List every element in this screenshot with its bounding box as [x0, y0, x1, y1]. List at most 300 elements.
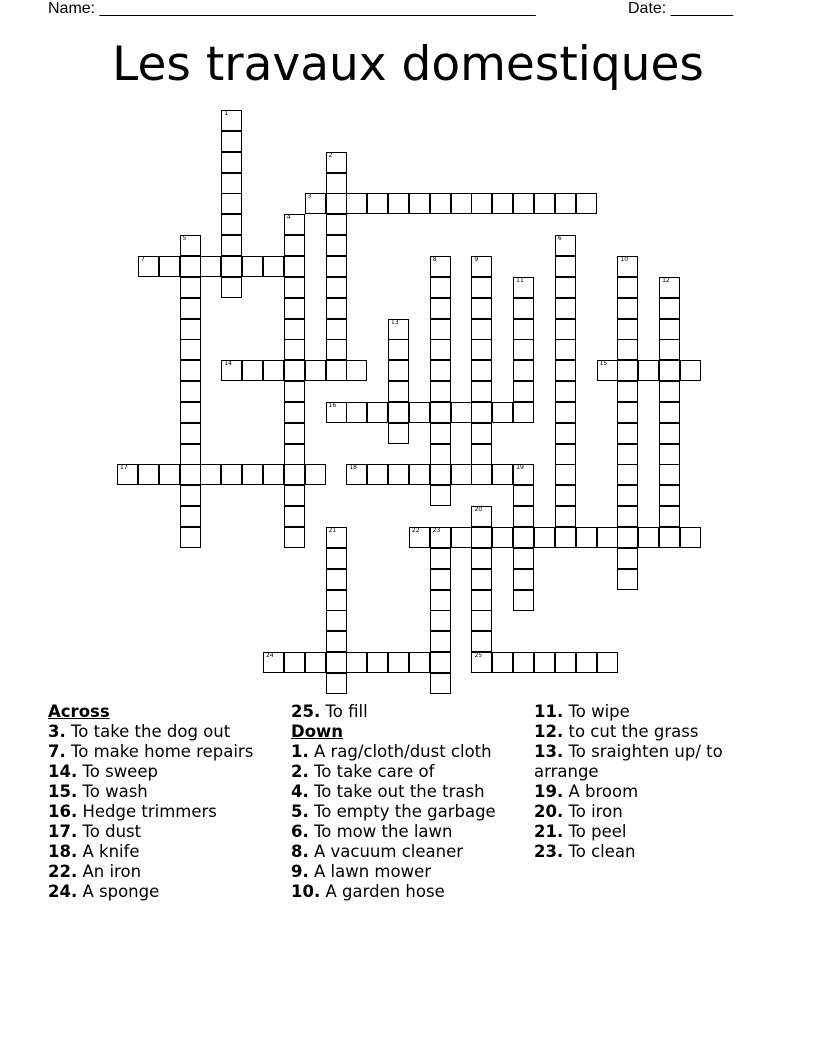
crossword-cell[interactable] [117, 464, 138, 485]
crossword-cell[interactable] [388, 652, 409, 673]
crossword-cell[interactable] [555, 423, 576, 444]
crossword-cell[interactable] [617, 548, 638, 569]
crossword-cell[interactable] [430, 464, 451, 485]
crossword-cell[interactable] [221, 193, 242, 214]
crossword-cell[interactable] [492, 193, 513, 214]
crossword-cell[interactable] [471, 506, 492, 527]
crossword-cell[interactable] [409, 464, 430, 485]
clue-number: 9 [474, 255, 479, 263]
crossword-cell[interactable] [284, 444, 305, 465]
clues-column-3 [534, 702, 774, 862]
crossword-cell[interactable] [284, 402, 305, 423]
crossword-cell[interactable] [180, 360, 201, 381]
clue-number-label: 15. [48, 782, 78, 801]
crossword-cell[interactable] [263, 652, 284, 673]
crossword-cell[interactable] [555, 381, 576, 402]
crossword-cell[interactable] [180, 319, 201, 340]
clue-text: To wipe [563, 702, 630, 721]
crossword-cell[interactable] [326, 152, 347, 173]
crossword-cell[interactable] [555, 193, 576, 214]
across-heading: Across [48, 702, 110, 721]
crossword-cell[interactable] [284, 381, 305, 402]
clue-number: 12 [662, 276, 670, 284]
clue-number: 8 [432, 255, 437, 263]
crossword-cell[interactable] [409, 402, 430, 423]
crossword-cell[interactable] [555, 235, 576, 256]
clue-text: To wash [77, 782, 148, 801]
crossword-cell[interactable] [471, 319, 492, 340]
crossword-cell[interactable] [346, 402, 367, 423]
crossword-cell[interactable] [513, 569, 534, 590]
crossword-cell[interactable] [513, 277, 534, 298]
crossword-cell[interactable] [388, 464, 409, 485]
crossword-cell[interactable] [326, 610, 347, 631]
crossword-cell[interactable] [326, 339, 347, 360]
clue-item [534, 842, 774, 862]
crossword-cell[interactable] [388, 360, 409, 381]
clue-number-label: 24. [48, 882, 78, 901]
crossword-cell[interactable] [659, 485, 680, 506]
crossword-cell[interactable] [492, 464, 513, 485]
crossword-cell[interactable] [430, 652, 451, 673]
crossword-cell[interactable] [284, 339, 305, 360]
crossword-cell[interactable] [513, 339, 534, 360]
crossword-cell[interactable] [430, 402, 451, 423]
crossword-cell[interactable] [430, 339, 451, 360]
crossword-cell[interactable] [555, 506, 576, 527]
crossword-cell[interactable] [388, 381, 409, 402]
clue-number: 16 [328, 401, 337, 409]
crossword-cell[interactable] [430, 381, 451, 402]
crossword-cell[interactable] [326, 214, 347, 235]
clue-text: To mow the lawn [308, 822, 453, 841]
crossword-cell[interactable] [388, 193, 409, 214]
clue-number: 17 [120, 464, 128, 472]
crossword-cell[interactable] [284, 298, 305, 319]
crossword-cell[interactable] [284, 277, 305, 298]
crossword-cell[interactable] [513, 402, 534, 423]
crossword-cell[interactable] [617, 506, 638, 527]
clue-item [48, 802, 278, 822]
crossword-cell[interactable] [471, 569, 492, 590]
crossword-cell[interactable] [326, 548, 347, 569]
crossword-cell[interactable] [263, 464, 284, 485]
crossword-cell[interactable] [430, 569, 451, 590]
crossword-cell[interactable] [326, 173, 347, 194]
clue-text: A sponge [77, 882, 160, 901]
crossword-cell[interactable] [180, 527, 201, 548]
crossword-cell[interactable] [638, 527, 659, 548]
crossword-cell[interactable] [451, 464, 472, 485]
crossword-cell[interactable] [513, 506, 534, 527]
crossword-cell[interactable] [513, 527, 534, 548]
crossword-cell[interactable] [659, 381, 680, 402]
crossword-cell[interactable] [180, 381, 201, 402]
crossword-cell[interactable] [471, 444, 492, 465]
crossword-cell[interactable] [200, 464, 221, 485]
crossword-cell[interactable] [326, 590, 347, 611]
crossword-cell[interactable] [471, 590, 492, 611]
crossword-cell[interactable] [597, 360, 618, 381]
clue-number-label: 25. [291, 702, 321, 721]
clue-number-label: 7. [48, 742, 66, 761]
clue-item [48, 782, 278, 802]
crossword-cell[interactable] [576, 652, 597, 673]
clue-number: 11 [516, 276, 524, 284]
crossword-cell[interactable] [659, 339, 680, 360]
crossword-cell[interactable] [326, 631, 347, 652]
crossword-cell[interactable] [513, 298, 534, 319]
crossword-cell[interactable] [388, 423, 409, 444]
crossword-cell[interactable] [221, 235, 242, 256]
crossword-cell[interactable] [617, 527, 638, 548]
crossword-cell[interactable] [284, 319, 305, 340]
crossword-cell[interactable] [326, 256, 347, 277]
crossword-cell[interactable] [659, 423, 680, 444]
crossword-cell[interactable] [221, 214, 242, 235]
crossword-cell[interactable] [430, 193, 451, 214]
crossword-cell[interactable] [326, 319, 347, 340]
crossword-cell[interactable] [513, 381, 534, 402]
crossword-cell[interactable] [221, 173, 242, 194]
crossword-cell[interactable] [326, 569, 347, 590]
crossword-cell[interactable] [430, 423, 451, 444]
crossword-cell[interactable] [492, 652, 513, 673]
crossword-cell[interactable] [180, 298, 201, 319]
crossword-cell[interactable] [200, 256, 221, 277]
crossword-cell[interactable] [555, 339, 576, 360]
crossword-cell[interactable] [284, 652, 305, 673]
crossword-cell[interactable] [471, 360, 492, 381]
crossword-cell[interactable] [659, 464, 680, 485]
crossword-cell[interactable] [367, 402, 388, 423]
crossword-cell[interactable] [180, 235, 201, 256]
crossword-cell[interactable] [617, 485, 638, 506]
clue-item [291, 762, 526, 782]
crossword-cell[interactable] [409, 652, 430, 673]
crossword-cell[interactable] [659, 277, 680, 298]
crossword-cell[interactable] [513, 193, 534, 214]
clue-number: 6 [557, 235, 562, 243]
clue-number-label: 4. [291, 782, 309, 801]
crossword-cell[interactable] [180, 402, 201, 423]
crossword-cell[interactable] [617, 360, 638, 381]
clue-number: 3 [307, 193, 312, 201]
crossword-cell[interactable] [555, 277, 576, 298]
crossword-cell[interactable] [367, 193, 388, 214]
crossword-cell[interactable] [471, 652, 492, 673]
crossword-cell[interactable] [159, 256, 180, 277]
crossword-cell[interactable] [221, 131, 242, 152]
crossword-cell[interactable] [555, 360, 576, 381]
crossword-cell[interactable] [388, 339, 409, 360]
clue-number-label: 6. [291, 822, 309, 841]
crossword-cell[interactable] [617, 444, 638, 465]
clue-number: 15 [599, 360, 608, 368]
crossword-cell[interactable] [326, 277, 347, 298]
clue-number-label: 11. [534, 702, 564, 721]
clue-text: A lawn mower [308, 862, 432, 881]
clue-number-label: 21. [534, 822, 564, 841]
crossword-cell[interactable] [471, 631, 492, 652]
crossword-cell[interactable] [617, 402, 638, 423]
crossword-cell[interactable] [471, 381, 492, 402]
crossword-cell[interactable] [326, 298, 347, 319]
crossword-cell[interactable] [430, 319, 451, 340]
clue-item [291, 822, 526, 842]
crossword-cell[interactable] [430, 444, 451, 465]
crossword-cell[interactable] [326, 402, 347, 423]
clue-number: 25 [474, 652, 483, 660]
crossword-cell[interactable] [576, 193, 597, 214]
crossword-cell[interactable] [471, 610, 492, 631]
crossword-cell[interactable] [659, 506, 680, 527]
crossword-cell[interactable] [513, 548, 534, 569]
clue-number-label: 2. [291, 762, 309, 781]
crossword-cell[interactable] [326, 527, 347, 548]
crossword-cell[interactable] [284, 506, 305, 527]
crossword-cell[interactable] [597, 527, 618, 548]
crossword-cell[interactable] [617, 298, 638, 319]
crossword-cell[interactable] [326, 235, 347, 256]
crossword-cell[interactable] [180, 339, 201, 360]
crossword-cell[interactable] [659, 402, 680, 423]
crossword-cell[interactable] [555, 319, 576, 340]
crossword-cell[interactable] [221, 360, 242, 381]
crossword-cell[interactable] [430, 277, 451, 298]
crossword-cell[interactable] [555, 444, 576, 465]
crossword-cell[interactable] [492, 527, 513, 548]
crossword-cell[interactable] [367, 464, 388, 485]
crossword-cell[interactable] [221, 277, 242, 298]
crossword-cell[interactable] [180, 277, 201, 298]
clue-text: To take out the trash [308, 782, 485, 801]
clue-number: 1 [224, 110, 229, 117]
crossword-cell[interactable] [659, 298, 680, 319]
crossword-cell[interactable] [263, 360, 284, 381]
clue-item [291, 882, 526, 902]
crossword-cell[interactable] [617, 256, 638, 277]
crossword-cell[interactable] [305, 360, 326, 381]
crossword-cell[interactable] [471, 423, 492, 444]
down-heading: Down [291, 722, 344, 741]
crossword-cell[interactable] [471, 548, 492, 569]
crossword-cell[interactable] [346, 464, 367, 485]
crossword-cell[interactable] [555, 527, 576, 548]
crossword-cell[interactable] [284, 214, 305, 235]
crossword-cell[interactable] [555, 652, 576, 673]
crossword-cell[interactable] [555, 256, 576, 277]
crossword-cell[interactable] [284, 235, 305, 256]
crossword-cell[interactable] [617, 569, 638, 590]
clue-text: To iron [563, 802, 623, 821]
crossword-cell[interactable] [242, 360, 263, 381]
clue-number-label: 10. [291, 882, 321, 901]
crossword-cell[interactable] [242, 464, 263, 485]
crossword-cell[interactable] [471, 277, 492, 298]
crossword-cell[interactable] [180, 444, 201, 465]
crossword-cell[interactable] [409, 193, 430, 214]
crossword-cell[interactable] [471, 256, 492, 277]
clue-number-label: 3. [48, 722, 66, 741]
clue-item [48, 822, 278, 842]
crossword-cell[interactable] [263, 256, 284, 277]
crossword-cell[interactable] [284, 360, 305, 381]
crossword-cell[interactable] [617, 464, 638, 485]
crossword-cell[interactable] [388, 319, 409, 340]
crossword-cell[interactable] [617, 277, 638, 298]
crossword-cell[interactable] [180, 506, 201, 527]
clue-item [48, 722, 278, 742]
crossword-cell[interactable] [430, 360, 451, 381]
clue-text: To peel [563, 822, 627, 841]
crossword-cell[interactable] [430, 548, 451, 569]
crossword-cell[interactable] [451, 527, 472, 548]
crossword-cell[interactable] [346, 193, 367, 214]
crossword-cell[interactable] [305, 652, 326, 673]
crossword-cell[interactable] [367, 652, 388, 673]
clue-text: To empty the garbage [308, 802, 496, 821]
clue-number: 14 [224, 360, 232, 368]
clue-number: 13 [391, 318, 399, 326]
crossword-cell[interactable] [680, 360, 701, 381]
crossword-cell[interactable] [388, 402, 409, 423]
crossword-cell[interactable] [471, 339, 492, 360]
crossword-cell[interactable] [430, 256, 451, 277]
crossword-cell[interactable] [617, 339, 638, 360]
crossword-cell[interactable] [451, 402, 472, 423]
crossword-cell[interactable] [284, 423, 305, 444]
crossword-cell[interactable] [326, 360, 347, 381]
crossword-cell[interactable] [471, 402, 492, 423]
crossword-cell[interactable] [284, 464, 305, 485]
crossword-cell[interactable] [326, 193, 347, 214]
crossword-cell[interactable] [597, 652, 618, 673]
crossword-cell[interactable] [180, 256, 201, 277]
crossword-cell[interactable] [534, 193, 555, 214]
crossword-cell[interactable] [430, 527, 451, 548]
crossword-cell[interactable] [659, 444, 680, 465]
clue-text: An iron [77, 862, 142, 881]
crossword-cell[interactable] [680, 527, 701, 548]
clue-text: To fill [320, 702, 368, 721]
crossword-cell[interactable] [617, 423, 638, 444]
clue-text: A broom [563, 782, 639, 801]
clue-number-label: 14. [48, 762, 78, 781]
crossword-cell[interactable] [284, 256, 305, 277]
crossword-cell[interactable] [430, 610, 451, 631]
crossword-cell[interactable] [284, 485, 305, 506]
clue-text: To sweep [77, 762, 158, 781]
clue-number-label: 1. [291, 742, 309, 761]
crossword-cell[interactable] [430, 673, 451, 694]
clue-item [534, 742, 774, 782]
clue-text: to cut the grass [563, 722, 699, 741]
crossword-cell[interactable] [513, 590, 534, 611]
crossword-cell[interactable] [180, 485, 201, 506]
crossword-cell[interactable] [430, 590, 451, 611]
crossword-cell[interactable] [284, 527, 305, 548]
crossword-cell[interactable] [513, 319, 534, 340]
crossword-cell[interactable] [513, 464, 534, 485]
crossword-cell[interactable] [534, 527, 555, 548]
crossword-cell[interactable] [513, 652, 534, 673]
clue-number: 21 [328, 527, 337, 534]
crossword-cell[interactable] [471, 298, 492, 319]
crossword-cell[interactable] [180, 423, 201, 444]
crossword-cell[interactable] [221, 110, 242, 131]
clue-item [534, 782, 774, 802]
clue-item [534, 802, 774, 822]
crossword-cell[interactable] [576, 527, 597, 548]
crossword-cell[interactable] [617, 319, 638, 340]
crossword-cell[interactable] [326, 673, 347, 694]
crossword-cell[interactable] [305, 193, 326, 214]
crossword-cell[interactable] [305, 464, 326, 485]
crossword-cell[interactable] [555, 298, 576, 319]
clue-text: To clean [563, 842, 636, 861]
crossword-cell[interactable] [659, 319, 680, 340]
clue-number-label: 19. [534, 782, 564, 801]
crossword-cell[interactable] [430, 631, 451, 652]
crossword-cell[interactable] [346, 360, 367, 381]
crossword-cell[interactable] [513, 485, 534, 506]
clue-number: 2 [328, 151, 333, 159]
clue-text: A vacuum cleaner [308, 842, 464, 861]
crossword-cell[interactable] [451, 193, 472, 214]
crossword-cell[interactable] [430, 298, 451, 319]
crossword-cell[interactable] [659, 527, 680, 548]
crossword-cell[interactable] [471, 193, 492, 214]
crossword-cell[interactable] [221, 464, 242, 485]
clue-number: 24 [265, 652, 274, 660]
crossword-cell[interactable] [180, 464, 201, 485]
crossword-cell[interactable] [659, 360, 680, 381]
crossword-cell[interactable] [638, 360, 659, 381]
crossword-cell[interactable] [409, 527, 430, 548]
crossword-cell[interactable] [138, 256, 159, 277]
crossword-cell[interactable] [326, 652, 347, 673]
clue-item [534, 702, 774, 722]
date-field[interactable]: Date: _______ [628, 0, 733, 17]
crossword-cell[interactable] [138, 464, 159, 485]
crossword-cell[interactable] [159, 464, 180, 485]
crossword-cell[interactable] [221, 152, 242, 173]
crossword-cell[interactable] [242, 256, 263, 277]
clue-number: 19 [516, 464, 524, 472]
clue-number-label: 16. [48, 802, 78, 821]
crossword-cell[interactable] [492, 402, 513, 423]
crossword-cell[interactable] [555, 402, 576, 423]
clue-item [534, 722, 774, 742]
crossword-cell[interactable] [617, 381, 638, 402]
crossword-cell[interactable] [513, 360, 534, 381]
crossword-cell[interactable] [534, 652, 555, 673]
crossword-cell[interactable] [221, 256, 242, 277]
crossword-cell[interactable] [555, 464, 576, 485]
crossword-cell[interactable] [471, 527, 492, 548]
clue-number-label: 22. [48, 862, 78, 881]
clue-number-label: 12. [534, 722, 564, 741]
crossword-cell[interactable] [555, 485, 576, 506]
crossword-cell[interactable] [346, 652, 367, 673]
crossword-cell[interactable] [471, 464, 492, 485]
name-field[interactable]: Name: _________________________________________________ [48, 0, 536, 17]
clue-number-label: 20. [534, 802, 564, 821]
clue-number: 23 [432, 527, 441, 534]
clue-number-label: 18. [48, 842, 78, 861]
crossword-cell[interactable] [430, 485, 451, 506]
